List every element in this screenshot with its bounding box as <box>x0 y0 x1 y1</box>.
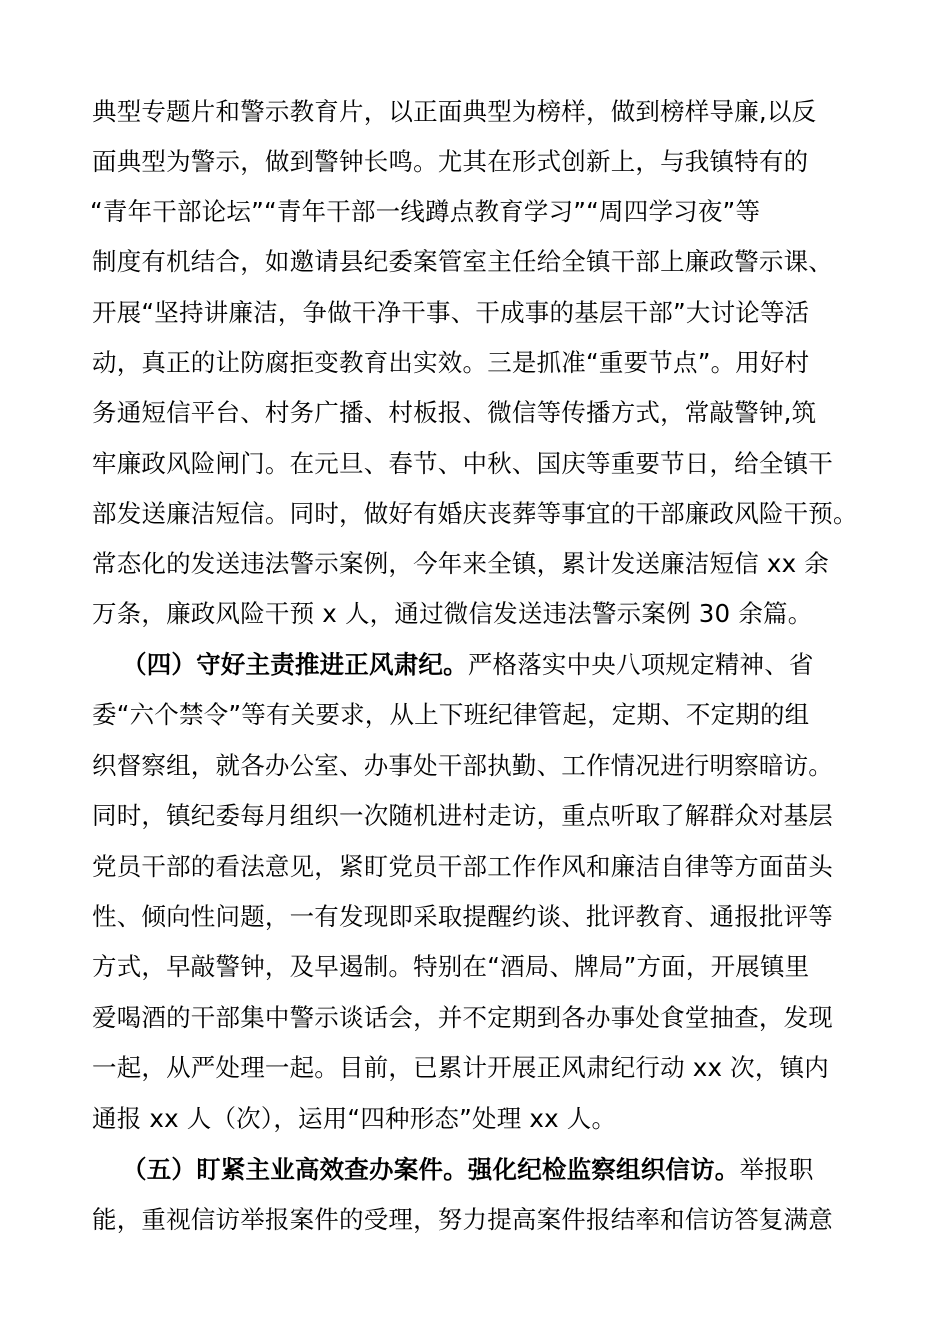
paragraph-line: 动，真正的让防腐拒变教育出实效。三是抓准“重要节点”。用好村 <box>92 348 810 377</box>
paragraph-line: 委“六个禁令”等有关要求，从上下班纪律管起，定期、不定期的组 <box>92 700 810 729</box>
paragraph-line: 性、倾向性问题，一有发现即采取提醒约谈、批评教育、通报批评等 <box>92 902 833 931</box>
paragraph-line: 典型专题片和警示教育片，以正面典型为榜样，做到榜样导廉,以反 <box>92 97 817 126</box>
section-4-lead: 严格落实中央八项规定精神、省 <box>467 650 814 679</box>
paragraph-line: 部发送廉洁短信。同时，做好有婚庆丧葬等事宜的干部廉政风险干预。 <box>92 499 858 528</box>
section-5-heading: （五）盯紧主业高效查办案件。强化纪检监察组织信访。 <box>122 1155 740 1184</box>
paragraph-line: 织督察组，就各办公室、办事处干部执勤、工作情况进行明察暗访。 <box>92 751 833 780</box>
paragraph-line: 能，重视信访举报案件的受理，努力提高案件报结率和信访答复满意 <box>92 1205 833 1234</box>
paragraph-line: 方式，早敲警钟，及早遏制。特别在“酒局、牌局”方面，开展镇里 <box>92 952 810 981</box>
section-5-lead: 举报职 <box>739 1155 814 1184</box>
paragraph-line: 制度有机结合，如邀请县纪委案管室主任给全镇干部上廉政警示课、 <box>92 247 833 276</box>
paragraph-line: 一起，从严处理一起。目前，已累计开展正风肃纪行动 xx 次，镇内 <box>92 1053 829 1082</box>
paragraph-line: 常态化的发送违法警示案例，今年来全镇，累计发送廉洁短信 xx 余 <box>92 549 829 578</box>
paragraph-line: 通报 xx 人（次），运用“四种形态”处理 xx 人。 <box>92 1104 617 1133</box>
paragraph-line: 万条，廉政风险干预 x 人，通过微信发送违法警示案例 30 余篇。 <box>92 599 813 628</box>
paragraph-line: 面典型为警示，做到警钟长鸣。尤其在形式创新上，与我镇特有的 <box>92 147 809 176</box>
section-4-first-line <box>122 650 814 680</box>
paragraph-line: 牢廉政风险闸门。在元旦、春节、中秋、国庆等重要节日，给全镇干 <box>92 449 833 478</box>
section-4-heading: （四）守好主责推进正风肃纪。 <box>122 650 468 679</box>
paragraph-line: 务通短信平台、村务广播、村板报、微信等传播方式，常敲警钟,筑 <box>92 398 817 427</box>
paragraph-line: 开展“坚持讲廉洁，争做干净干事、干成事的基层干部”大讨论等活 <box>92 298 810 327</box>
paragraph-line: 同时，镇纪委每月组织一次随机进村走访，重点听取了解群众对基层 <box>92 801 833 830</box>
paragraph-line: 党员干部的看法意见，紧盯党员干部工作作风和廉洁自律等方面苗头 <box>92 852 833 881</box>
paragraph-line: “青年干部论坛”“青年干部一线蹲点教育学习”“周四学习夜”等 <box>90 197 761 226</box>
section-5-first-line <box>122 1155 814 1185</box>
paragraph-line: 爱喝酒的干部集中警示谈话会，并不定期到各办事处食堂抽查，发现 <box>92 1003 833 1032</box>
